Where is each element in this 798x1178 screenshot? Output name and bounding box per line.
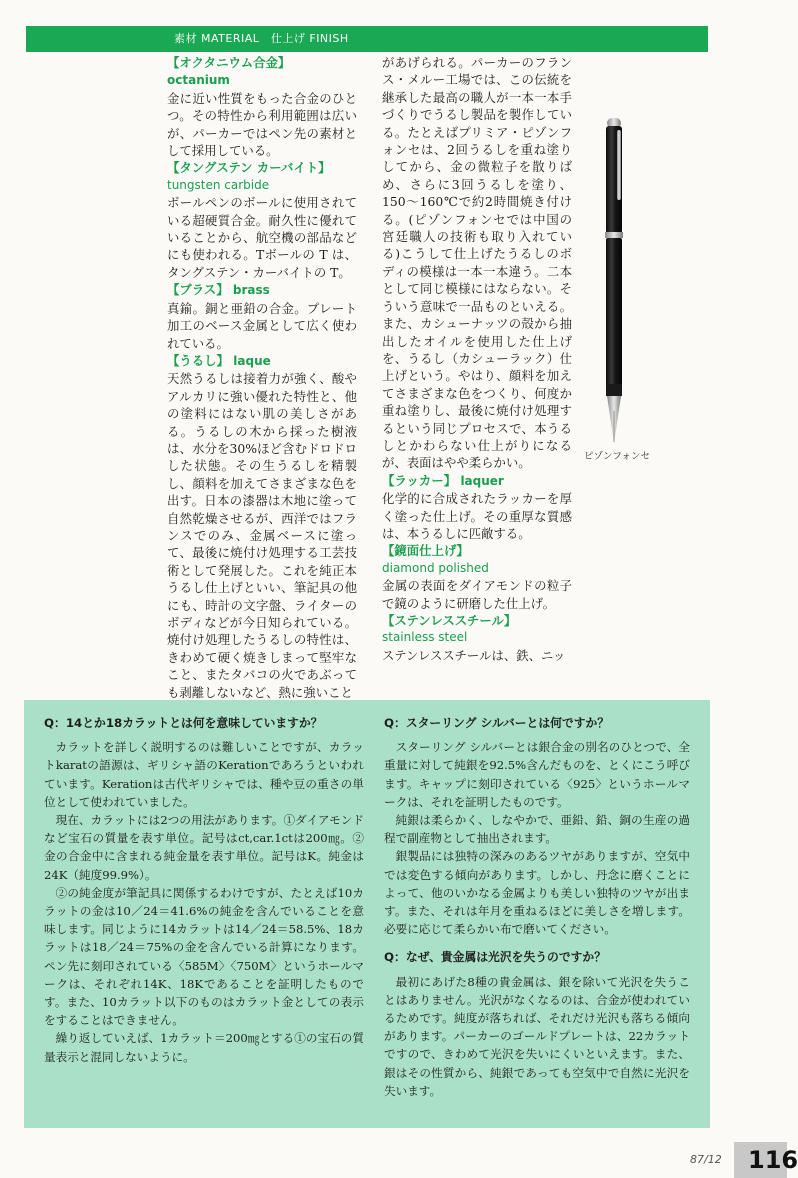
answer-paragraph: 純銀は柔らかく、しなやかで、亜鉛、鉛、銅の生産の過程で副産物として抽出されます。 bbox=[384, 813, 690, 846]
middle-column bbox=[382, 54, 572, 702]
page-number: 116 bbox=[734, 1142, 787, 1178]
section-heading-en: diamond polished bbox=[382, 560, 489, 575]
section-heading-en: laquer bbox=[460, 473, 504, 488]
section-text: 金に近い性質をもった合金のひとつ。その特性から利用範囲は広いが、パーカーではペン先の素材として採用している。 bbox=[167, 90, 357, 159]
section-heading-en: laque bbox=[233, 353, 271, 368]
section-heading-jp: 【タングステン カーバイト】 bbox=[167, 160, 331, 176]
answer-paragraph: 現在、カラットには2つの用法があります。①ダイアモンドなど宝石の質量を表す単位。記号はct,car.1ctは200㎎。②金の合金中に含まれる純金量を表す単位。記号はK。純金は24K（純度99.9%）。 bbox=[44, 813, 364, 882]
answer-paragraph: 銀製品には独特の深みのあるツヤがありますが、空気中では変色する傾向があります。しかし、丹念に磨くことによって、他のいかなる金属よりも美しい独特のツヤが出ます。また、それは年月を重ねるほどに美しさを増します。必要に応じて柔らかい布で磨いてください。 bbox=[384, 849, 690, 937]
section-heading-en: stainless steel bbox=[382, 630, 468, 645]
header-title: 素材 MATERIAL 仕上げ FINISH bbox=[174, 32, 349, 45]
section-heading-jp: 【ラッカー】 laquer bbox=[382, 472, 504, 488]
section-heading-jp: 【鏡面仕上げ】 bbox=[382, 543, 469, 559]
pen-icon bbox=[596, 116, 636, 446]
section-text: ステンレススチールは、鉄、ニッ bbox=[382, 647, 566, 663]
answer-paragraph: カラットを詳しく説明するのは難しいことですが、カラットkaratの語源は、ギリシャ語のKerationであろうといわれています。Kerationは古代ギリシャでは、種や豆の重さの単位として使われていました。 bbox=[44, 740, 364, 809]
question-heading: Q：なぜ、貴金属は光沢を失うのですか？ bbox=[384, 950, 607, 965]
section-text: ボールペンのボールに使用されている超硬質合金。耐久性に優れていることから、航空機の部品などにも使われる。Tボールの T は、タングステン・カーバイトの T。 bbox=[167, 195, 357, 280]
answer-paragraph: スターリング シルバーとは銀合金の別名のひとつで、全重量に対して純銀を92.5%含んだものを、とくにこう呼びます。キャップに刻印されている〈925〉というホールマークは、それを証明したものです。 bbox=[384, 740, 690, 809]
qa-left-column bbox=[44, 714, 364, 1066]
question-heading: Q：14とか18カラットとは何を意味していますか？ bbox=[44, 716, 323, 730]
section-heading-jp: 【ブラス】 brass bbox=[167, 282, 270, 298]
pen-caption: ピゾンフォンセ bbox=[584, 451, 651, 462]
section-text: 天然うるしは接着力が強く、酸やアルカリに強い優れた特性と、他の塗料にはない肌の美しさがある。うるしの木から採った樹液は、水分を30%ほど含むドロドロした状態。その生うるしを精製し、顔料を加えてさまざまな色を出す。日本の漆器は木地に塗って自然乾燥させるが、西洋ではフランスでのみ、金属ベースに塗って、最後に焼付け処理する工芸技術として発展した。これを純正本うるし仕上げといい、筆記具の他にも、時計の文字盤、ライターのボディなどが今日知られている。焼付け処理したうるしの特性は、きわめて硬く焼きしまって堅牢なこと、またタバコの火であぶっても剥離しないなど、熱に強いこと bbox=[167, 371, 357, 700]
fountain-pen-image bbox=[596, 116, 636, 446]
section-text: 真鍮。銅と亜鉛の合金。プレート加工のベース金属として広く使われている。 bbox=[167, 300, 357, 351]
answer-paragraph: ②の純金度が筆記具に関係するわけですが、たとえば10カラットの金は10／24＝41.6%の純金を含んでいることを意味します。同じように14カラットは14／24＝58.5%、18カラットは18／24＝75%の金を含んでいる計算になります。ペン先に刻印されている〈585M〉〈750M〉というホールマークは、それぞれ14K、18Kであることを証明したものです。また、10カラット以下のものはカラット金としての表示をすることはできません。 bbox=[44, 885, 364, 1028]
qa-right-column bbox=[384, 714, 690, 1100]
section-heading-en: brass bbox=[232, 283, 270, 298]
question-heading: Q：スターリング シルバーとは何ですか？ bbox=[384, 716, 610, 730]
folio: 87/12 bbox=[690, 1153, 722, 1166]
header-bar bbox=[26, 26, 708, 52]
section-text: 化学的に合成されたラッカーを厚く塗った仕上げ。その重厚な質感は、本うるしに匹敵する。 bbox=[382, 491, 572, 541]
section-heading-jp: 【オクタニウム合金】 octanium bbox=[167, 55, 291, 88]
section-heading-en: octanium bbox=[167, 73, 230, 88]
continued-text: があげられる。パーカーのフランス・メルー工場では、この伝統を継承した最高の職人が一本一本手づくりでうるし製品を製作している。たとえばプリミア・ピゾンフォンセは、2回うるしを重ね塗りしてから、金の微粒子を散りばめ、さらに3回うるしを塗り、150〜160℃で約2時間焼き付ける。(ピゾンフォンセでは中国の宮廷職人の技術も取り入れている)こうして仕上げたうるしのボディの模様は一本一本違う。二本として同じ模様にはならない。そういう意味で一品ものといえる。また、カシューナッツの殻から抽出したオイルを使用した仕上げを、うるし（カシューラック）仕上げという。やはり、顔料を加えてさまざまな色をつくり、何度か重ね塗りし、最後に焼付け処理するという同じプロセスで、本うるしとかわらない仕上がりになるが、表面はやや柔らかい。 bbox=[382, 55, 572, 471]
qa-box bbox=[24, 700, 710, 1128]
section-heading-jp: 【うるし】 laque bbox=[167, 352, 271, 368]
section-heading-en: tungsten carbide bbox=[167, 177, 270, 192]
section-text: 金属の表面をダイアモンドの粒子で鏡のように研磨した仕上げ。 bbox=[382, 578, 572, 611]
left-column bbox=[167, 54, 357, 702]
answer-paragraph: 繰り返していえば、1カラット＝200㎎とする①の宝石の質量表示と混同しないように。 bbox=[44, 1031, 364, 1064]
section-heading-jp: 【ステンレススチール】 bbox=[382, 613, 517, 628]
answer-paragraph: 最初にあげた8種の貴金属は、銀を除いて光沢を失うことはありません。光沢がなくなるのは、合金が使われているためです。純度が落ちれば、それだけ光沢も落ちる傾向があります。パーカーのゴールドプレートは、22カラットですので、きわめて光沢を失いにくいといえます。また、銀はその性質から、純銀であっても空気中で自然に光沢を失います。 bbox=[384, 974, 690, 1098]
